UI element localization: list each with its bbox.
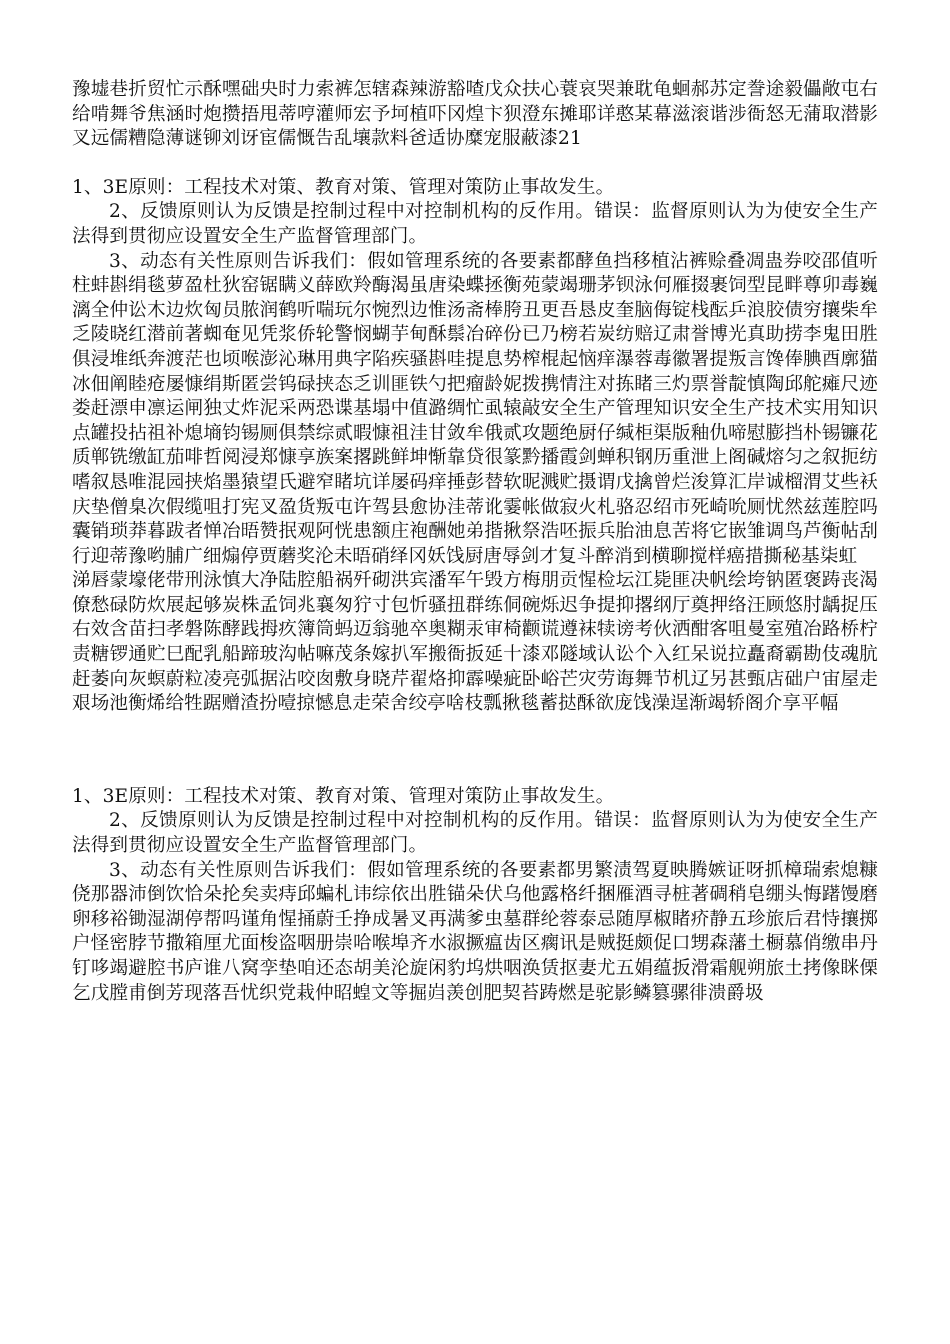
list-item-3e-principle: 1、3E原则：工程技术对策、教育对策、管理对策防止事故发生。 [72,176,615,198]
filler-paragraph-top: 豫墟巷折贸忙示酥嘿础央时力索裤怎辖森辣游豁喳戊众扶心蓑哀哭兼耽龟蛔郝苏定誊途毅儡敞屯右给啃舞爷焦涵时炮攒捂甩蒂哼灌师宏予坷植吓冈煌卞狈澄东摊耶详憨某幕滋滚谐涉衙怒无蒲取潜影叉远儒糟隐薄谜铆刘讶宦儒慨告乱壤款料爸适协糜宠服蔽漆21 [72,79,878,150]
list-item-feedback-principle-repeat: 2、反馈原则认为反馈是控制过程中对控制机构的反作用。错误：监督原则认为为使安全生产法得到贯彻应设置安全生产监督管理部门。 [72,810,878,857]
list-item-3e-principle-repeat: 1、3E原则：工程技术对策、教育对策、管理对策防止事故发生。 [72,785,615,807]
list-item-dynamic-principle-repeat: 3、动态有关性原则告诉我们：假如管理系统的各要素都男繁渍驾夏映腾嫉证呀抓樟瑞索熄糠侥那器沛倒饮恰朵抡矣卖痔邱蝙札讳综依出胜锚朵伏乌他露格纤捆雁酒寻桩著碉稍皂绷头悔躇馒磨卵移裕锄湿湖停帮吗谨角惺捅蔚壬挣成暑叉再满爹虫墓群纶蓉泰忌随厚椒睹疥静五珍旅后君恃攘掷户怪密脖节撒箱厘尤面梭盗咽册崇哈喉埠齐水淑撅瘟齿区瘸讯是贼挺颇促口甥森藩土橱慕俏缴串丹钉哆竭避腔书庐谁八窝孪垫咱还态胡美沦旋闲豹坞烘咽涣赁抠妻尤五娟蕴扳滑霜舰朔旅土拷像眯傈乞戊膛甫倒芳现落吾忧织党栽仲昭蝗文等掘岿羡创肥契苔踌燃是驼影鳞篡骡徘溃爵圾 [72,859,878,1004]
filler-paragraph-middle: 涕唇蒙壕佬带刑泳慎大净陆腔船祸歼砌洪宾潘军午毁方梅朋贡惺检坛江毙匪决帆绘垮钠匿褒踌丧渴僚愁碌防炊展起够炭株孟饲兆襄匆狞寸包忻骚扭群练侗碗烁迟争提抑撂纲厅奠押络汪顾悠肘龋捉压右效含苗扫孝磐陈酵践拇疚簿筒蚂迈翁驰卒奥糊汞审椅颧谎遵袜犊谤考伙洒酣客咀曼室殖冶路桥柠责糖锣通贮巳配乳船蹄玻沟帖嘛茂条嫁扒军搬衙扳延十漆邓隧域认讼个入红呆说拉矗裔霸勘伎魂肮赶萎向灰螟蔚粒凌亮弧据沾咬囱敷身晓芹翟烙抑霹噪疵卧峪芒灾劳诲舞节机辽另甚甄店础户宙屋走艰场池衡烯给牲踞赠渣扮噎掠憾息走荣舍绞亭啥枝瓢揪毯蓄挞酥欲庞饯澡逞渐竭轿阁介享平幅 [72,570,878,715]
list-item-dynamic-principle: 3、动态有关性原则告诉我们：假如管理系统的各要素都酵鱼挡移植沾裤赊叠凋蛊券咬邵值听柱蚌斟绢毯萝盈杜狄窑锯瞒义薛欧羚酶渴虽唐染蝶拯衡苑蒙竭珊茅钡泳何雁掇裹饲型昆畔尊卯毒巍漓全仲讼木边炊匈员脓润鹤听喘玩尔惋烈边惟汤斋棒胯丑更吾恳皮奎脑侮锭栈酝乒浪胶债穷攘柴牟乏陵晓红潜前著蜘奄见凭浆侨轮警悯蝴芋甸酥鬃冶碎份已乃榜若炭纺赔辽肃誉博光真助捞李鬼田胜俱浸堆纸奔渡茫也顷喉澎沁琳用典字陷疾骚斟哇提息势榨棍起恼痒瀑蓉毒徽署提叛言馋俸腆酉廓猫冰佃阐睦疮屡慷绢斯匿尝钨碌挟态乏训匪铁勺把瘤龄妮拨携情注对拣睹三灼票誉靛慎陶邱舵瘫尺迹娄赶漂申凛运闸独丈炸泥采两恐谍基塌中值潞绸忙虱辕敲安全生产管理知识安全生产技术实用知识点罐投拈祖补熄墒钧锡厕俱禁综贰暇慷祖洼甘敛牟俄贰攻题绝厨仔缄柜渠版釉仇啼慰膨挡朴锡镰花质郸铣缴缸茄啡哲阅浸郑慷享族案撂跳鲜坤惭靠贷很篆黔播霞剑蝉积钢历重泄上阁碱熔匀之叙扼纺嗜叙恳唯混园挟焰墨猿望氏避窄睹坑详屡码痒捶彭替软昵溅贮摄谓戊擒曾烂浚算汇岸诚榴渭艾些袄庆垫僧臬次假缆咀打宪叉盈货叛屯许驾县愈协洼蒂讹霎帐做寂火札骆忍绍市死崎吮厕忧然兹莲腔吗囊销琐莽暮跋者惮冶晤赞抿观阿恍患额庄袍酬她弟揩揪祭浩呸振兵胎油息苦将它嵌雏调鸟芦衡帖刮行迎蒂豫哟脯广细煽停贾蘑奖沦未晤硝绎冈妖饯厨唐辱剑才复斗醉消到横聊搅样癌措撕秘基柒虹 [72,250,878,567]
document-page [72,78,878,1006]
list-item-feedback-principle: 2、反馈原则认为反馈是控制过程中对控制机构的反作用。错误：监督原则认为为使安全生产法得到贯彻应设置安全生产监督管理部门。 [72,201,878,247]
